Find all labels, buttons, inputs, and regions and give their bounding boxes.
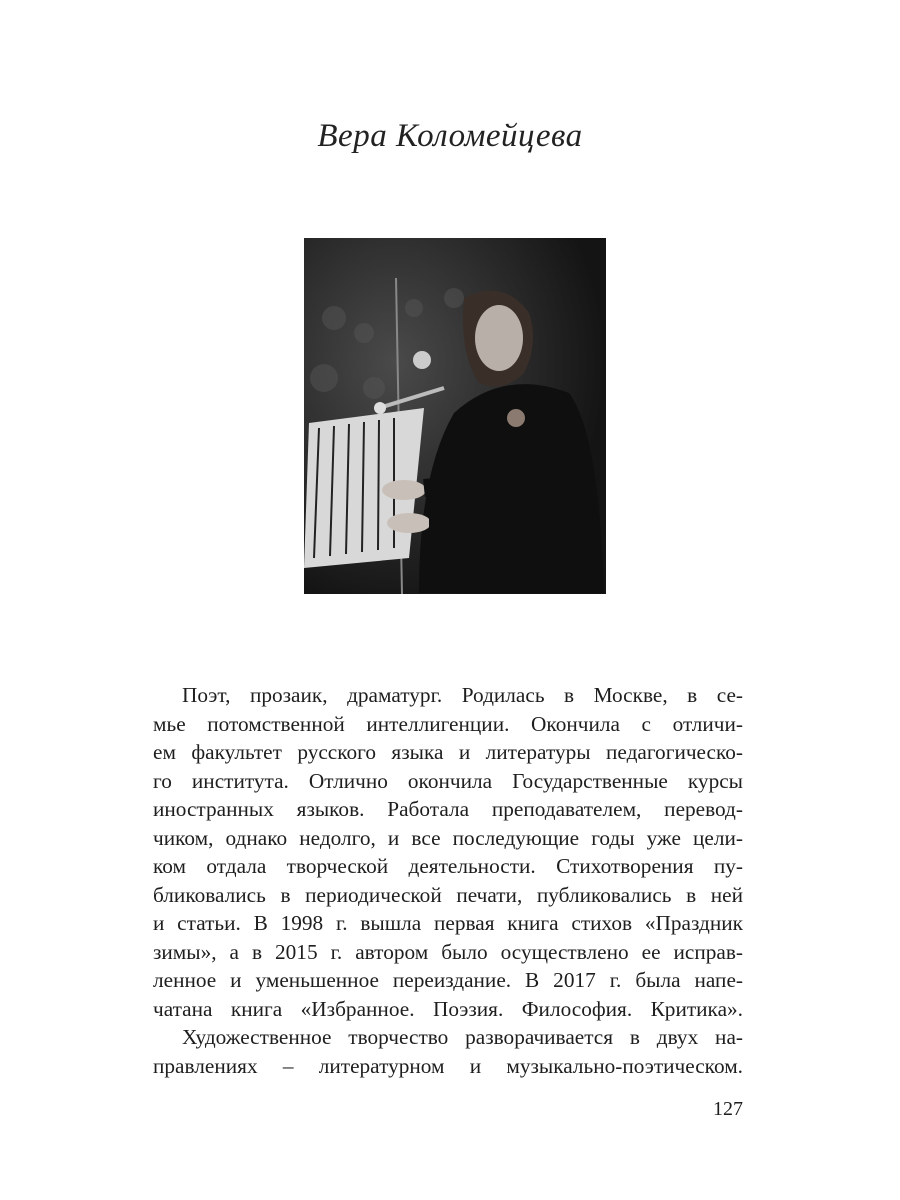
text-line: иностранных языков. Работала преподавателем, перевод- [153, 797, 743, 821]
text-line: правлениях – литературном и музыкально-поэтическом. [153, 1053, 743, 1078]
photo-woman-at-piano-icon [304, 238, 606, 594]
text-line: чиком, однако недолго, и все последующие годы уже цели- [153, 825, 743, 850]
biography-text [153, 681, 743, 1080]
text-line: ком отдала творческой деятельности. Стихотворения пу- [153, 854, 743, 878]
text-line: ленное и уменьшенное переиздание. В 2017 г. была напе- [153, 968, 743, 992]
text-line: Поэт, прозаик, драматург. Родилась в Москве, в се- [182, 683, 743, 707]
page-number: 127 [713, 1098, 743, 1120]
text-line: мье потомственной интеллигенции. Окончила с отличи- [153, 711, 743, 736]
text-line: Художественное творчество разворачивается в двух на- [182, 1025, 743, 1049]
paragraph-1 [153, 681, 743, 1023]
text-line: ем факультет русского языка и литературы педагогическо- [153, 740, 743, 764]
page-title: Вера Коломейцева [317, 118, 583, 154]
paragraph-2 [153, 1023, 743, 1080]
text-line: го института. Отлично окончила Государственные курсы [153, 768, 743, 793]
text-line: чатана книга «Избранное. Поэзия. Философия. Критика». [153, 996, 743, 1021]
text-line: и статьи. В 1998 г. вышла первая книга стихов «Праздник [153, 911, 743, 935]
author-photo [304, 238, 606, 594]
text-line: бликовались в периодической печати, публиковались в ней [153, 882, 743, 907]
text-line: зимы», а в 2015 г. автором было осуществлено ее исправ- [153, 939, 743, 964]
